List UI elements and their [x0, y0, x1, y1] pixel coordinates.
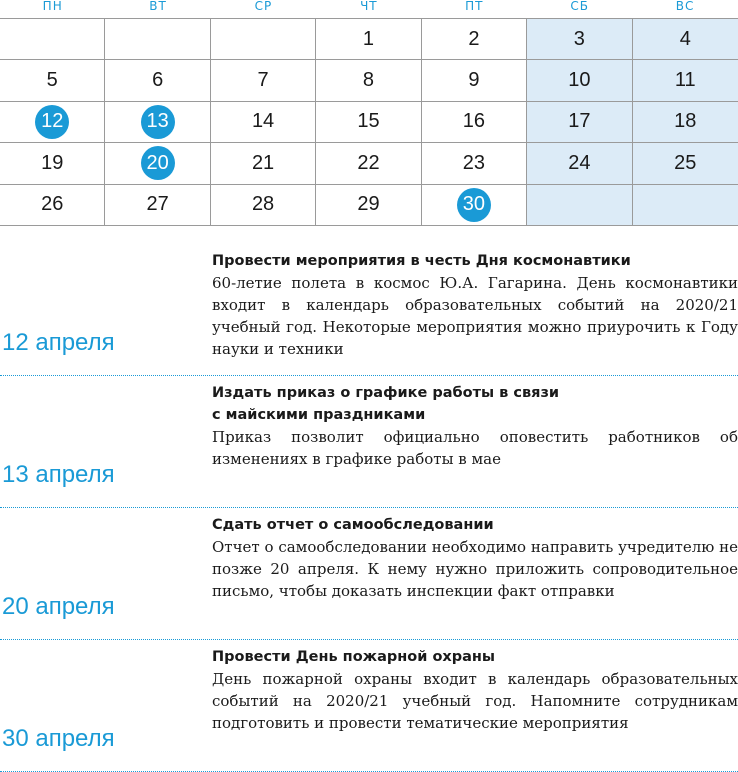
day-number: 17	[568, 110, 591, 133]
day-number: 18	[674, 110, 697, 133]
calendar-day	[633, 143, 738, 184]
day-number: 28	[251, 193, 275, 216]
calendar-day	[422, 60, 527, 101]
calendar-day	[422, 185, 527, 226]
calendar-day	[633, 19, 738, 60]
day-number: 13	[141, 105, 175, 139]
event-title: Сдать отчет о самообследовании	[212, 517, 494, 533]
day-number: 29	[357, 193, 380, 216]
day-number: 6	[152, 69, 164, 92]
calendar-day	[316, 19, 421, 60]
event-description: Отчет о самообследовании необходимо направить учредителю не позже 20 апреля. К нему нужно приложить сопроводительное письмо, чтобы доказать инспекции факт отправки	[212, 538, 738, 600]
day-number: 4	[679, 27, 691, 50]
calendar-day	[0, 102, 105, 143]
day-number: 21	[251, 151, 275, 174]
day-number: 10	[568, 69, 591, 92]
day-number: 7	[257, 69, 269, 92]
event-date: 12 апреля	[2, 329, 115, 356]
calendar-day	[633, 60, 738, 101]
calendar-grid	[0, 18, 738, 226]
day-number: 19	[41, 151, 64, 174]
calendar-empty-cell	[527, 185, 632, 226]
calendar-day	[211, 60, 316, 101]
calendar-day	[0, 185, 105, 226]
day-number: 2	[468, 27, 480, 50]
day-number: 12	[35, 105, 69, 139]
event-description: 60-летие полета в космос Ю.А. Гагарина. День космонавтики входит в календарь образовательных событий на 2020/21 учебный год. Некоторые мероприятия можно приурочить к Году науки и техники	[212, 274, 738, 358]
day-number: 11	[674, 69, 696, 92]
calendar-day	[105, 143, 210, 184]
calendar-day	[211, 102, 316, 143]
event-title: Провести День пожарной охраны	[212, 649, 496, 665]
day-number: 20	[141, 146, 175, 180]
event-item	[0, 508, 738, 640]
weekday-header	[0, 0, 738, 18]
event-body	[212, 382, 738, 470]
day-number: 9	[468, 69, 480, 92]
weekday-label: ВТ	[149, 0, 167, 13]
weekday-label: СБ	[570, 0, 589, 13]
calendar-day	[527, 60, 632, 101]
calendar-empty-cell	[105, 19, 210, 60]
day-number: 23	[462, 151, 486, 174]
calendar-day	[316, 143, 421, 184]
day-number: 27	[146, 193, 169, 216]
event-body	[212, 250, 738, 360]
calendar-empty-cell	[211, 19, 316, 60]
calendar-day	[105, 102, 210, 143]
calendar-day	[316, 185, 421, 226]
calendar-day	[211, 143, 316, 184]
calendar-day	[422, 102, 527, 143]
day-number: 1	[362, 27, 375, 50]
weekday-label: ЧТ	[360, 0, 378, 13]
day-number: 26	[41, 193, 64, 216]
calendar-day	[211, 185, 316, 226]
event-body	[212, 514, 738, 602]
day-number: 16	[462, 110, 486, 133]
day-number: 24	[568, 151, 591, 174]
calendar-day	[527, 102, 632, 143]
calendar-day	[105, 60, 210, 101]
weekday-label: СР	[254, 0, 273, 13]
weekday-label: ПТ	[465, 0, 484, 13]
weekday-label: ВС	[675, 0, 695, 13]
day-number: 22	[357, 151, 380, 174]
calendar-empty-cell	[633, 185, 738, 226]
event-date: 30 апреля	[2, 725, 115, 752]
calendar-day	[316, 102, 421, 143]
calendar-day	[105, 185, 210, 226]
event-description: Приказ позволит официально оповестить работников об изменениях в графике работы в мае	[212, 428, 738, 468]
calendar-day	[422, 143, 527, 184]
calendar-day	[527, 143, 632, 184]
calendar-day	[0, 143, 105, 184]
event-description: День пожарной охраны входит в календарь образовательных событий на 2020/21 учебный год. Напомните сотрудникам подготовить и провести тематические мероприятия	[212, 670, 738, 732]
event-title: Издать приказ о графике работы в связи с майскими праздниками	[212, 385, 560, 423]
event-item	[0, 640, 738, 772]
event-date: 13 апреля	[2, 461, 115, 488]
event-title: Провести мероприятия в честь Дня космонавтики	[212, 253, 631, 269]
calendar-day	[527, 19, 632, 60]
calendar-day	[0, 60, 105, 101]
weekday-label: ПН	[42, 0, 63, 13]
calendar-day	[316, 60, 421, 101]
calendar-day	[633, 102, 738, 143]
day-number: 15	[357, 110, 380, 133]
event-item	[0, 376, 738, 508]
day-number: 3	[573, 27, 585, 50]
day-number: 14	[251, 110, 275, 133]
day-number: 5	[46, 69, 58, 92]
calendar-empty-cell	[0, 19, 105, 60]
event-body	[212, 646, 738, 734]
day-number: 8	[362, 69, 375, 92]
day-number: 25	[674, 151, 697, 174]
day-number: 30	[457, 188, 491, 222]
event-item	[0, 244, 738, 376]
event-list	[0, 244, 738, 772]
event-date: 20 апреля	[2, 593, 115, 620]
calendar-day	[422, 19, 527, 60]
